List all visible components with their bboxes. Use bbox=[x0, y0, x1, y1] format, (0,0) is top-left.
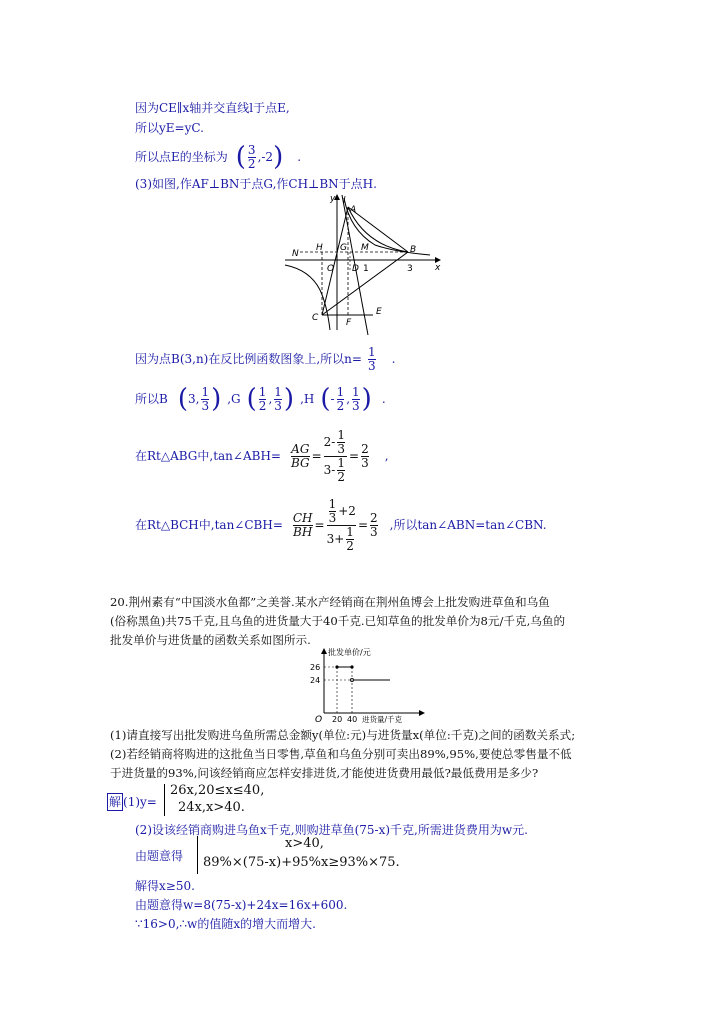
answer-cost-formula: 由题意得w=8(75-x)+24x=16x+600. bbox=[135, 898, 348, 912]
h-x-frac bbox=[337, 386, 345, 413]
equals: = bbox=[311, 449, 322, 463]
label-a: A bbox=[350, 205, 357, 215]
frac-den: 2 bbox=[346, 538, 354, 553]
compound-den-lead: 3- bbox=[323, 462, 336, 477]
frac-den: 3 bbox=[361, 455, 369, 470]
frac-den: 2 bbox=[258, 398, 267, 413]
label-y: y bbox=[330, 194, 336, 204]
answer-by-condition: 由题意得 bbox=[135, 849, 184, 863]
n-value-end: . bbox=[391, 352, 396, 366]
tan-cbh-prefix: 在Rt△BCH中,tan∠CBH= bbox=[135, 518, 283, 532]
geometry-figure bbox=[280, 190, 450, 335]
question2: (2)若经销商将购进的这批鱼当日零售,草鱼和乌鱼分别可卖出89%,95%,要使总零售量不低 bbox=[110, 747, 572, 761]
text-line-point-e bbox=[135, 140, 301, 174]
inner-frac bbox=[337, 457, 345, 484]
compound-frac bbox=[327, 498, 356, 553]
paren-right: ) bbox=[211, 384, 222, 414]
frac-den: 3 bbox=[328, 510, 337, 525]
frac-num: 1 bbox=[346, 524, 354, 539]
label-o: O bbox=[327, 264, 335, 274]
inner-frac bbox=[329, 498, 337, 525]
frac-num: CH bbox=[292, 510, 313, 525]
ch-bh-frac bbox=[293, 512, 313, 539]
equals: = bbox=[357, 518, 368, 532]
frac-num: 1 bbox=[201, 384, 210, 399]
frac-num: AG bbox=[291, 441, 310, 456]
h-minus: - bbox=[330, 392, 335, 406]
n-frac bbox=[368, 346, 376, 373]
label-c: C bbox=[312, 313, 319, 323]
text-line-ye-yc: 所以yE=yC. bbox=[135, 121, 204, 135]
g-y-frac bbox=[274, 386, 282, 413]
paren-left: ( bbox=[246, 384, 257, 414]
h-y-frac bbox=[352, 386, 360, 413]
frac-num: 2 bbox=[370, 510, 378, 525]
tick-20: 20 bbox=[332, 715, 343, 724]
case-line1: 26x,20≤x≤40, bbox=[170, 783, 265, 798]
label-f: F bbox=[346, 318, 352, 328]
brace-left bbox=[164, 784, 165, 816]
point-e-frac bbox=[248, 144, 256, 171]
compound-num-lead: 2- bbox=[323, 434, 336, 449]
price-chart bbox=[300, 645, 430, 725]
g-comma: , bbox=[268, 392, 273, 406]
compound-num bbox=[327, 498, 356, 525]
frac-den: 3 bbox=[367, 358, 376, 373]
compound-num bbox=[324, 429, 347, 456]
paren-left: ( bbox=[177, 384, 188, 414]
frac-num: 1 bbox=[352, 384, 360, 399]
frac-den: BH bbox=[293, 524, 313, 539]
h-comma: , bbox=[346, 392, 351, 406]
tan-cbh-end: ,所以tan∠ABN=tan∠CBN. bbox=[389, 518, 547, 532]
inner-frac bbox=[337, 429, 345, 456]
equals: = bbox=[314, 518, 325, 532]
hyperbola-left bbox=[285, 265, 330, 330]
tan-abh-prefix: 在Rt△ABG中,tan∠ABH= bbox=[135, 449, 281, 463]
tick-26: 26 bbox=[310, 663, 321, 672]
paren-right: ) bbox=[361, 384, 372, 414]
point-e-rest: ,-2 bbox=[257, 150, 274, 164]
label-l: l bbox=[343, 196, 346, 206]
text-line-construction: (3)如图,作AF⊥BN于点G,作CH⊥BN于点H. bbox=[135, 177, 377, 191]
frac-num: 1 bbox=[336, 384, 345, 399]
equals: = bbox=[349, 449, 360, 463]
result-frac bbox=[361, 443, 369, 470]
label-m: M bbox=[361, 243, 369, 253]
inner-frac bbox=[346, 526, 354, 553]
inequality-line1: x>40, bbox=[285, 836, 324, 851]
coords-end: . bbox=[381, 392, 386, 406]
paren-right: ) bbox=[273, 142, 284, 172]
compound-den bbox=[324, 456, 347, 484]
paren-left: ( bbox=[235, 142, 246, 172]
compound-frac bbox=[324, 429, 347, 484]
answer-part2-setup: (2)设该经销商购进乌鱼x千克,则购进草鱼(75-x)千克,所需进货费用为w元. bbox=[135, 823, 528, 837]
origin-label: O bbox=[315, 715, 323, 725]
frac-den: 3 bbox=[337, 441, 346, 456]
frac-den: 2 bbox=[336, 398, 345, 413]
frac-den: 2 bbox=[337, 469, 346, 484]
frac-num: 1 bbox=[328, 496, 337, 511]
brace-left bbox=[197, 836, 198, 874]
tick-24: 24 bbox=[310, 676, 321, 685]
label-e: E bbox=[376, 307, 382, 317]
frac-den: 3 bbox=[274, 398, 282, 413]
n-value-prefix: 因为点B(3,n)在反比例函数图象上,所以n= bbox=[135, 352, 362, 366]
g-x-frac bbox=[259, 386, 267, 413]
frac-num: 1 bbox=[367, 344, 376, 359]
question1: (1)请直接写出批发购进乌鱼所需总金额y(单位:元)与进货量x(单位:千克)之间的函数关系式; bbox=[110, 728, 576, 742]
inequality-line2: 89%×(75-x)+95%x≥93%×75. bbox=[203, 855, 400, 870]
b-x: 3, bbox=[187, 392, 200, 406]
y-axis-label: 批发单价/元 bbox=[328, 648, 371, 657]
frac-den: 3 bbox=[352, 398, 360, 413]
label-three: 3 bbox=[407, 264, 413, 274]
text-line-coords bbox=[135, 383, 386, 415]
compound-den bbox=[327, 525, 356, 553]
point-e-end: . bbox=[297, 150, 302, 164]
answer-box: 解 bbox=[109, 795, 122, 809]
frac-den: BG bbox=[290, 455, 310, 470]
label-g: G bbox=[340, 243, 347, 253]
label-b: B bbox=[410, 245, 417, 255]
problem20-line3: 批发单价与进货量的函数关系如图所示. bbox=[110, 633, 311, 647]
compound-den-lead: 3+ bbox=[326, 531, 345, 546]
answer-part1-prefix: (1)y= bbox=[123, 795, 157, 809]
label-h: H bbox=[316, 243, 323, 253]
label-x: x bbox=[435, 263, 441, 273]
ag-bg-frac bbox=[291, 443, 310, 470]
label-d: D bbox=[352, 264, 359, 274]
question3: 于进货量的93%,问该经销商应怎样安排进货,才能使进货费用最低?最低费用是多少? bbox=[110, 766, 539, 780]
label-n: N bbox=[292, 249, 299, 259]
case-line2: 24x,x>40. bbox=[178, 800, 245, 815]
coords-prefix: 所以B bbox=[135, 392, 168, 406]
answer-solution: 解得x≥50. bbox=[135, 879, 195, 893]
x-axis-label: 进货量/千克 bbox=[362, 715, 403, 724]
problem20-line2: (俗称黑鱼)共75千克,且乌鱼的进货量大于40千克.已知草鱼的批发单价为8元/千克,乌鱼的 bbox=[110, 614, 566, 628]
frac-den: 3 bbox=[201, 398, 210, 413]
compound-num-rest: +2 bbox=[338, 503, 356, 518]
frac-num: 2 bbox=[361, 441, 369, 456]
h-label: ,H bbox=[300, 392, 315, 406]
frac-num: 3 bbox=[247, 142, 256, 157]
paren-left: ( bbox=[320, 384, 331, 414]
b-y-frac bbox=[201, 386, 209, 413]
paren-right: ) bbox=[283, 384, 295, 414]
problem20-line1: 20.荆州素有“中国淡水鱼都”之美誉.某水产经销商在荆州鱼博会上批发购进草鱼和乌鱼 bbox=[110, 595, 550, 609]
frac-num: 1 bbox=[258, 384, 267, 399]
frac-num: 1 bbox=[337, 427, 346, 442]
g-label: ,G bbox=[227, 392, 241, 406]
frac-den: 3 bbox=[370, 524, 378, 539]
answer-part1-label bbox=[107, 793, 157, 811]
text-line-tan-cbh bbox=[135, 494, 547, 556]
frac-num: 1 bbox=[274, 384, 282, 399]
text-line-tan-abh bbox=[135, 425, 389, 487]
text-line-ce-parallel: 因为CE∥x轴并交直线l于点E, bbox=[135, 101, 290, 115]
label-one: 1 bbox=[363, 264, 369, 274]
frac-num: 1 bbox=[337, 455, 346, 470]
point-e-prefix: 所以点E的坐标为 bbox=[135, 150, 228, 164]
text-line-n-value bbox=[135, 343, 395, 375]
tan-abh-end: , bbox=[384, 449, 389, 463]
result-frac bbox=[370, 512, 378, 539]
frac-den: 2 bbox=[247, 156, 256, 171]
answer-increasing: ∵16>0,∴w的值随x的增大而增大. bbox=[135, 917, 316, 931]
tick-40: 40 bbox=[347, 715, 358, 724]
